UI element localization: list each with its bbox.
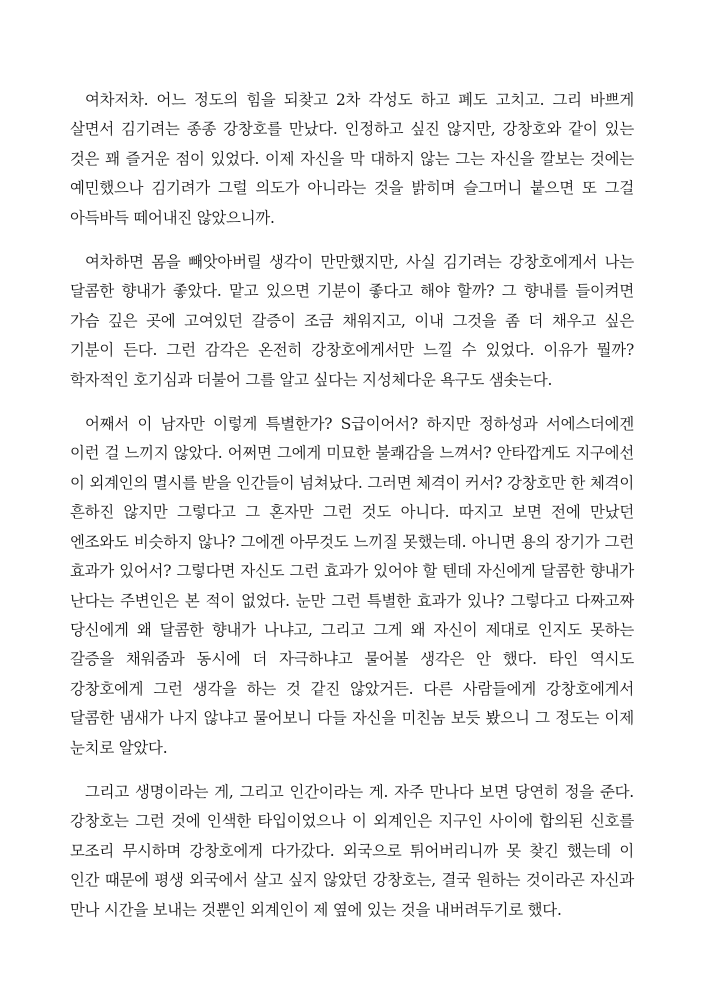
paragraph-1: 여차저차. 어느 정도의 힘을 되찾고 2차 각성도 하고 폐도 고치고. 그리 바쁘게 살면서 김기려는 종종 강창호를 만났다. 인정하고 싶진 않지만, 강창호와 같이 있는 것은 꽤 즐거운 점이 있었다. 이제 자신을 막 대하지 않는 그는 자신을 깔보는 것에는 예민했으나 김기려가 그럴 의도가 아니라는 것을 밝히며 슬그머니 붙으면 또 그걸 아득바득 떼어내진 않았으니까. — [70, 91, 634, 227]
paragraph-4: 그리고 생명이라는 게, 그리고 인간이라는 게. 자주 만나다 보면 당연히 정을 준다. 강창호는 그런 것에 인색한 타입이었으나 이 외계인은 지구인 사이에 합의된 신호를 모조리 무시하며 강창호에게 다가갔다. 외국으로 튀어버리니까 못 찾긴 했는데 이 인간 때문에 평생 외국에서 살고 싶지 않았던 강창호는, 결국 원하는 것이라곤 자신과 만나 시간을 보내는 것뿐인 외계인이 제 옆에 있는 것을 내버려두기로 했다. — [70, 782, 634, 919]
paragraph-2: 여차하면 몸을 빼앗아버릴 생각이 만만했지만, 사실 김기려는 강창호에게서 나는 달콤한 향내가 좋았다. 맡고 있으면 기분이 좋다고 해야 할까? 그 향내를 들이켜면 가슴 깊은 곳에 고여있던 갈증이 조금 채워지고, 이내 그것을 좀 더 채우고 싶은 기분이 든다. 그런 감각은 온전히 강창호에게서만 느낄 수 있었다. 이유가 뭘까? 학자적인 호기심과 더불어 그를 알고 싶다는 지성체다운 욕구도 샘솟는다. — [70, 253, 634, 389]
document-body — [70, 86, 634, 940]
paragraph-3: 어째서 이 남자만 이렇게 특별한가? S급이어서? 하지만 정하성과 서에스더에겐 이런 걸 느끼지 않았다. 어쩌면 그에게 미묘한 불쾌감을 느껴서? 안타깝게도 지구에선 이 외계인의 멸시를 받을 인간들이 넘쳐났다. 그러면 체격이 커서? 강창호만 한 체격이 흔하진 않지만 그렇다고 그 혼자만 그런 것도 아니다. 따지고 보면 전에 만났던 엔조와도 비슷하지 않나? 그에겐 아무것도 느끼질 못했는데. 아니면 용의 장기가 그런 효과가 있어서? 그렇다면 자신도 그런 효과가 있어야 할 텐데 자신에게 달콤한 향내가 난다는 주변인은 본 적이 없었다. 눈만 그런 특별한 효과가 있나? 그렇다고 다짜고짜 당신에게 왜 달콤한 향내가 나냐고, 그리고 그게 왜 자신이 제대로 인지도 못하는 갈증을 채워줌과 동시에 더 자극하냐고 물어볼 생각은 안 했다. 타인 역시도 강창호에게 그런 생각을 하는 것 같진 않았거든. 다른 사람들에게 강창호에게서 달콤한 냄새가 나지 않냐고 물어보니 다들 자신을 미친놈 보듯 봤으니 그 정도는 이제 눈치로 알았다. — [70, 415, 634, 757]
